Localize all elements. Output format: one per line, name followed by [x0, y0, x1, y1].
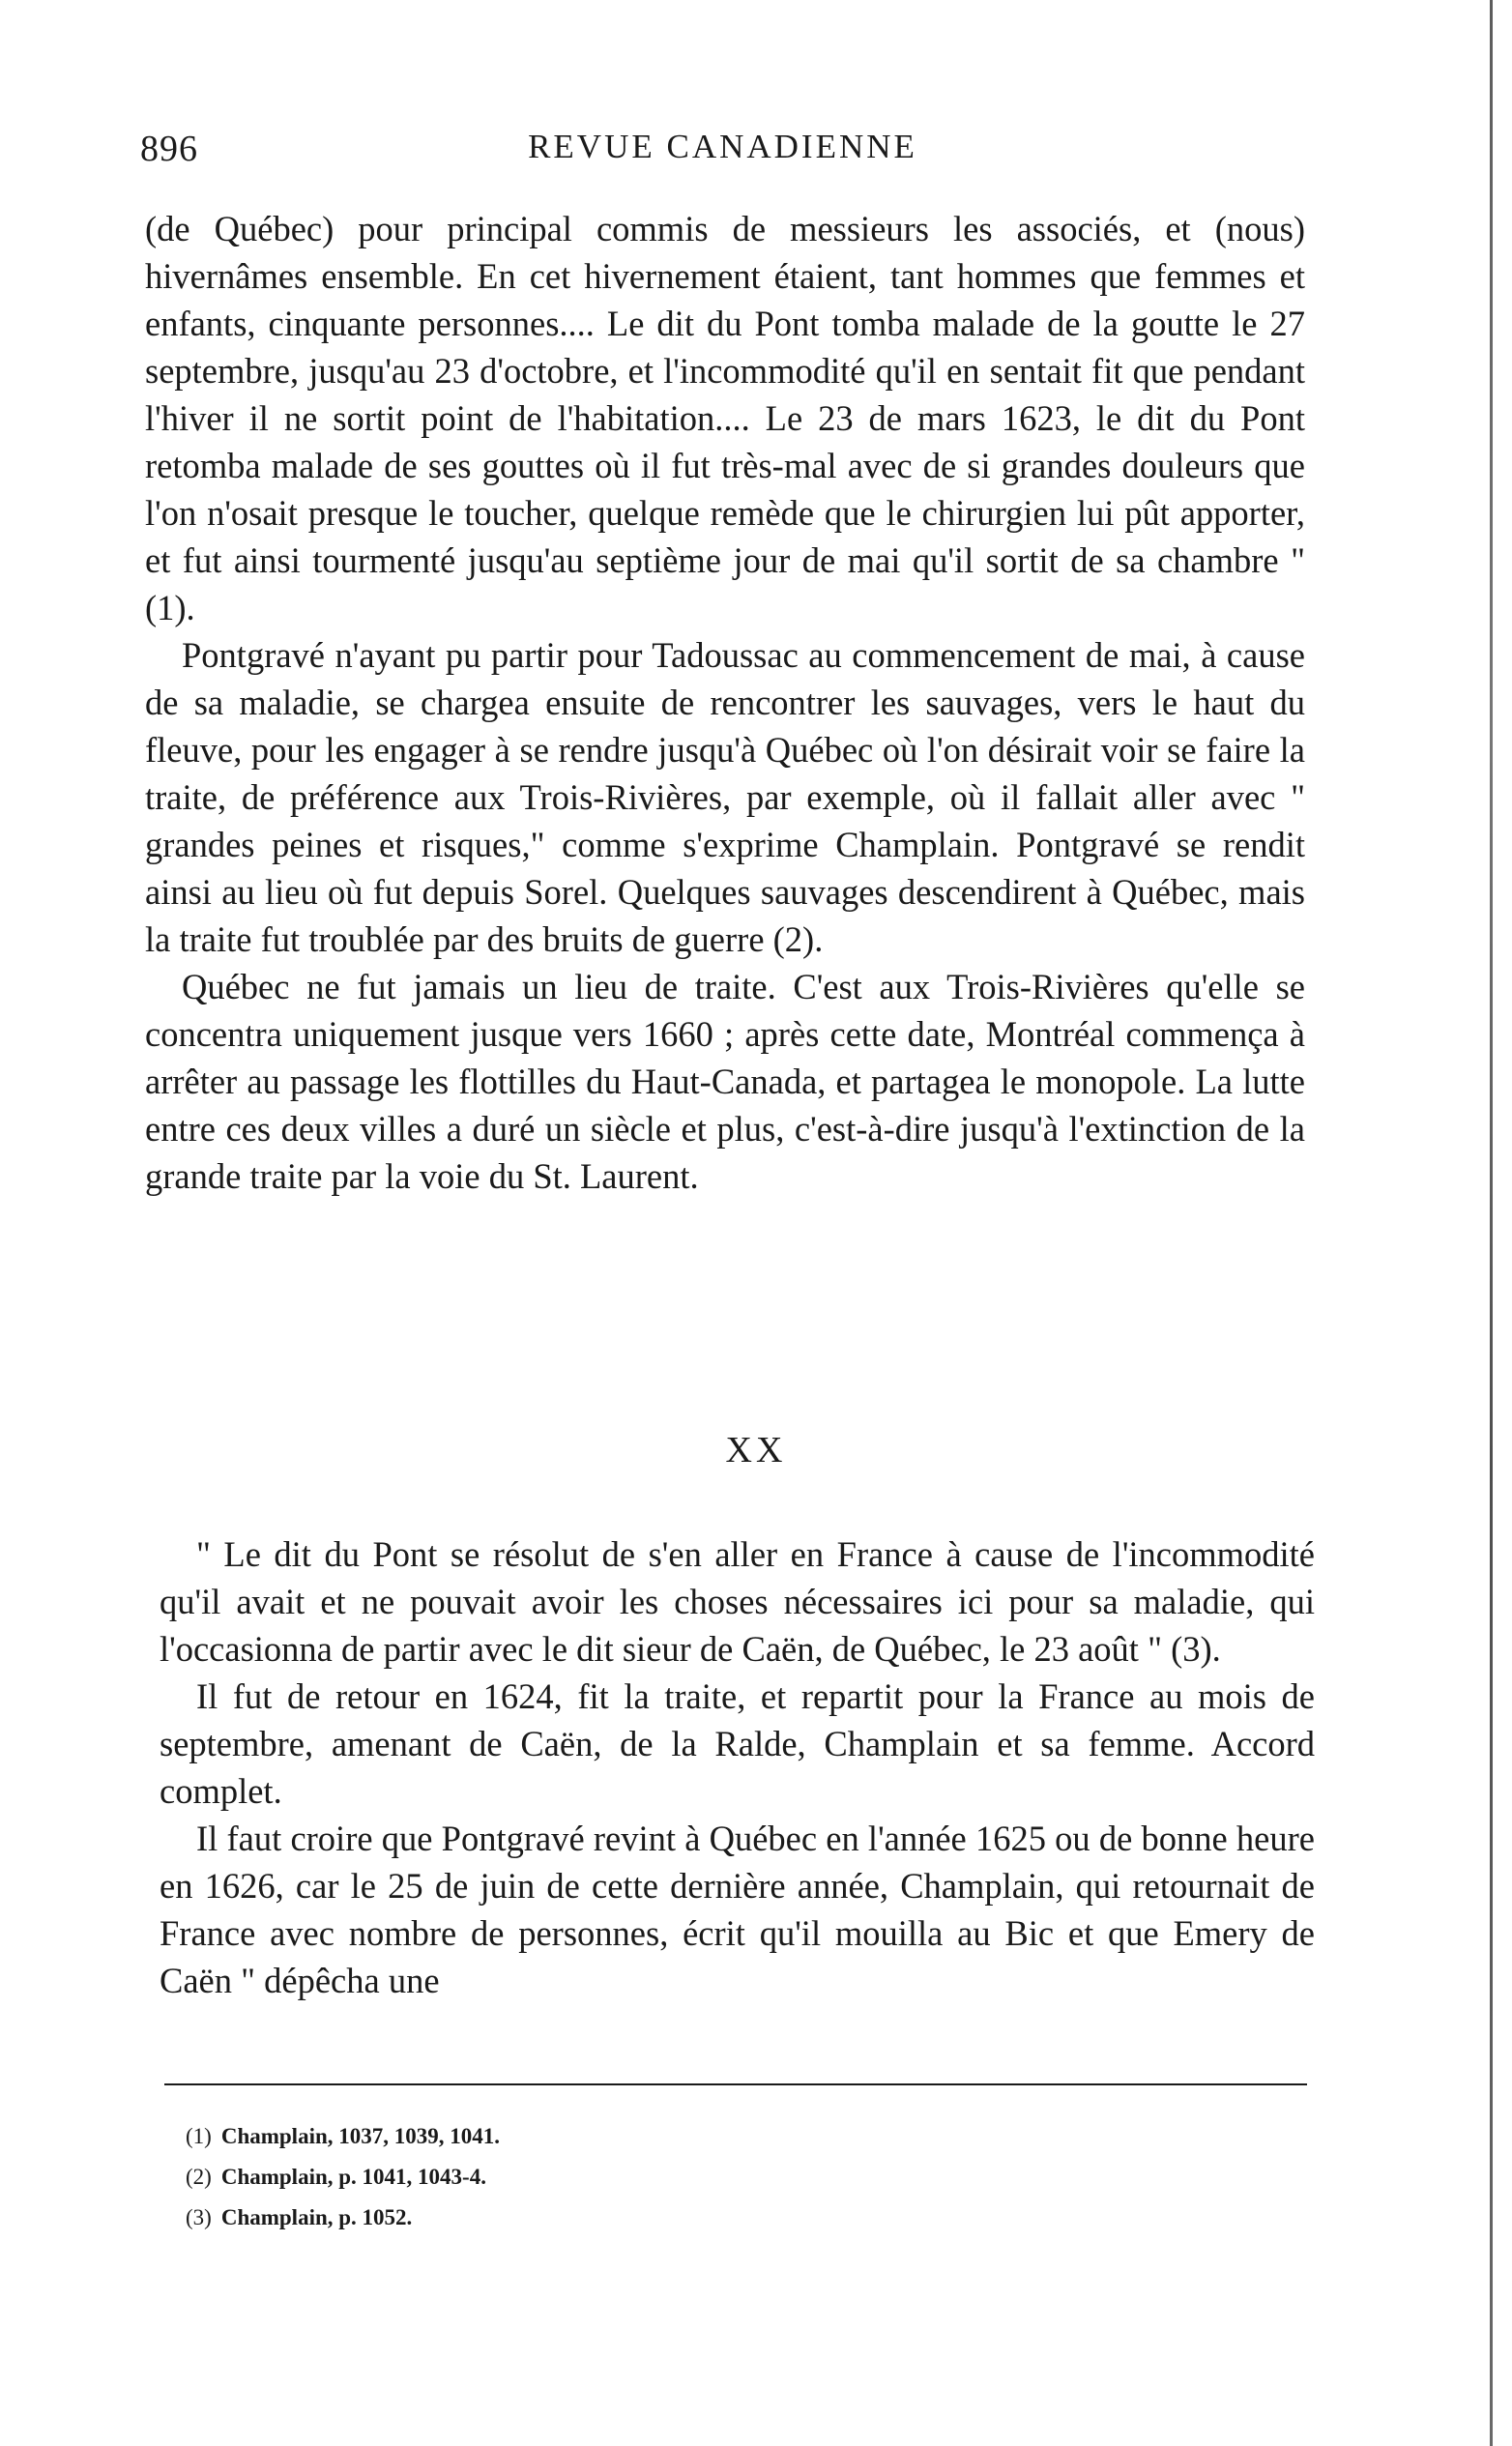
footnote: [186, 2157, 1249, 2198]
page-edge-shadow: [1490, 0, 1493, 2446]
text-block-before-section: [145, 205, 1305, 1200]
footnote: [186, 2198, 1249, 2238]
footnote-text: Champlain, p. 1041, 1043-4.: [220, 2165, 486, 2189]
footnote-marker: (1): [186, 2124, 212, 2148]
page-number: 896: [140, 129, 198, 169]
paragraph: Pontgravé n'ayant pu partir pour Tadoussac au commencement de mai, à cause de sa maladie, se chargea ensuite de rencontrer les sauvages, vers le haut du fleuve, pour les engager à se rendre jusqu'à Québec où l'on désirait voir se faire la traite, de préférence aux Trois-Rivières, par exemple, où il fallait aller avec " grandes peines et risques," comme s'exprime Champlain. Pontgravé se rendit ainsi au lieu où fut depuis Sorel. Quelques sauvages descendirent à Québec, mais la traite fut troublée par des bruits de guerre (2).: [145, 635, 1305, 959]
paragraph: (de Québec) pour principal commis de messieurs les associés, et (nous) hivernâmes ensemble. En cet hivernement étaient, tant hommes que femmes et enfants, cinquante personnes.... Le dit du Pont tomba malade de la goutte le 27 septembre, jusqu'au 23 d'octobre, et l'incommodité qu'il en sentait fit que pendant l'hiver il ne sortit point de l'habitation.... Le 23 de mars 1623, le dit du Pont retomba malade de ses gouttes où il fut très-mal avec de si grandes douleurs que l'on n'osait presque le toucher, quelque remède que le chirurgien lui pût apporter, et fut ainsi tourmenté jusqu'au septième jour de mai qu'il sortit de sa chambre " (1).: [145, 209, 1305, 627]
footnotes: [186, 2116, 1249, 2238]
footnote-divider: [164, 2083, 1307, 2085]
text-block-after-section: [160, 1530, 1315, 2004]
page-header: [140, 128, 1305, 176]
footnote-marker: (3): [186, 2205, 212, 2229]
footnote: [186, 2116, 1249, 2157]
paragraph: Québec ne fut jamais un lieu de traite. C'est aux Trois-Rivières qu'elle se concentra uniquement jusque vers 1660 ; après cette date, Montréal commença à arrêter au passage les flottilles du Haut-Canada, et partagea le monopole. La lutte entre ces deux villes a duré un siècle et plus, c'est-à-dire jusqu'à l'extinction de la grande traite par la voie du St. Laurent.: [145, 967, 1305, 1196]
paragraph: Il fut de retour en 1624, fit la traite, et repartit pour la France au mois de septembre, amenant de Caën, de la Ralde, Champlain et sa femme. Accord complet.: [160, 1676, 1315, 1811]
footnote-text: Champlain, p. 1052.: [220, 2205, 413, 2229]
footnote-text: Champlain, 1037, 1039, 1041.: [220, 2124, 501, 2148]
section-heading: XX: [725, 1430, 787, 1471]
footnote-marker: (2): [186, 2165, 212, 2189]
paragraph: " Le dit du Pont se résolut de s'en aller en France à cause de l'incommodité qu'il avait et ne pouvait avoir les choses nécessaires ici pour sa maladie, qui l'occasionna de partir avec le dit sieur de Caën, de Québec, le 23 août " (3).: [160, 1534, 1315, 1669]
paragraph: Il faut croire que Pontgravé revint à Québec en l'année 1625 ou de bonne heure en 1626, car le 25 de juin de cette dernière année, Champlain, qui retournait de France avec nombre de personnes, écrit qu'il mouilla au Bic et que Emery de Caën " dépêcha une: [160, 1819, 1315, 2000]
running-title: REVUE CANADIENNE: [528, 128, 917, 165]
